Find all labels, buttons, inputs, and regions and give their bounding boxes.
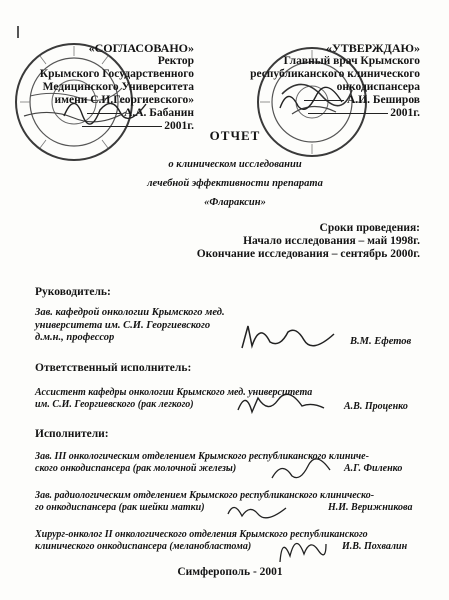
performers-heading: Исполнители: [35,428,109,440]
approval-right-line: онкодиспансера [336,81,420,93]
approval-right-date: 2001г. [246,107,420,120]
executor-name: А.В. Проценко [344,401,408,412]
approval-left-line: Медицинского Университета [42,81,194,93]
study-terms [160,222,420,261]
approval-right-name: А.И. Беширов [246,94,420,107]
supervisor-heading: Руководитель: [35,286,111,298]
performer-line: Зав. радиологическим отделением Крымского республиканского клиническо- [35,490,375,501]
terms-end: Окончание исследования – сентябрь 2000г. [196,248,420,260]
performer-line: клинического онкодиспансера (меланобластома) [35,541,252,552]
terms-heading: Сроки проведения: [319,222,420,234]
executor-line: им. С.И. Георгиевского (рак легкого) [35,399,194,410]
approval-left-line: Крымского Государственного [39,68,194,80]
approval-left-line: Ректор [157,55,194,67]
performer-name: А.Г. Филенко [344,463,403,474]
supervisor-line: университета им. С.И. Георгиевского [35,319,211,331]
scan-mark [17,26,19,38]
executor-heading: Ответственный исполнитель: [35,362,192,374]
document-subtitle [100,155,370,212]
supervisor-line: Зав. кафедрой онкологии Крымского мед. [35,307,225,318]
performer-line: го онкодиспансера (рак шейки матки) [35,502,205,513]
approval-left-block [24,42,194,133]
performer-line: Зав. III онкологическим отделением Крымского республиканского клиниче- [35,451,369,462]
executor-line: Ассистент кафедры онкологии Крымского мед. университета [35,387,313,398]
approval-left-date: 2001г. [24,120,194,133]
document-title: ОТЧЕТ [209,128,261,143]
executor-block [35,387,365,411]
subtitle-line: лечебной эффективности препарата [147,178,323,189]
subtitle-line: «Флараксин» [204,197,266,208]
approval-right-heading: «УТВЕРЖДАЮ» [325,41,420,55]
performer-line: ского онкодиспансера (рак молочной железы) [35,463,237,474]
approval-left-name: А.А. Бабанин [24,107,194,120]
approval-left-line: имени С.И.Георгиевского» [54,94,194,106]
approval-right-line: Главный врач Крымского [283,55,420,67]
performer-name: И.В. Похвалин [342,541,408,552]
performer-name: Н.И. Верижникова [328,502,413,513]
approval-left-heading: «СОГЛАСОВАНО» [88,41,194,55]
approval-right-line: республиканского клинического [250,68,420,80]
footer-city-year: Симферополь - 2001 [177,566,283,578]
subtitle-line: о клиническом исследовании [168,159,302,170]
approval-right-block [246,42,420,120]
performer-line: Хирург-онколог II онкологического отделения Крымского республиканского [35,529,368,540]
supervisor-name: В.М. Ефетов [350,336,412,347]
supervisor-line: д.м.н., профессор [35,332,115,343]
terms-start: Начало исследования – май 1998г. [243,235,420,247]
supervisor-block [35,307,255,345]
